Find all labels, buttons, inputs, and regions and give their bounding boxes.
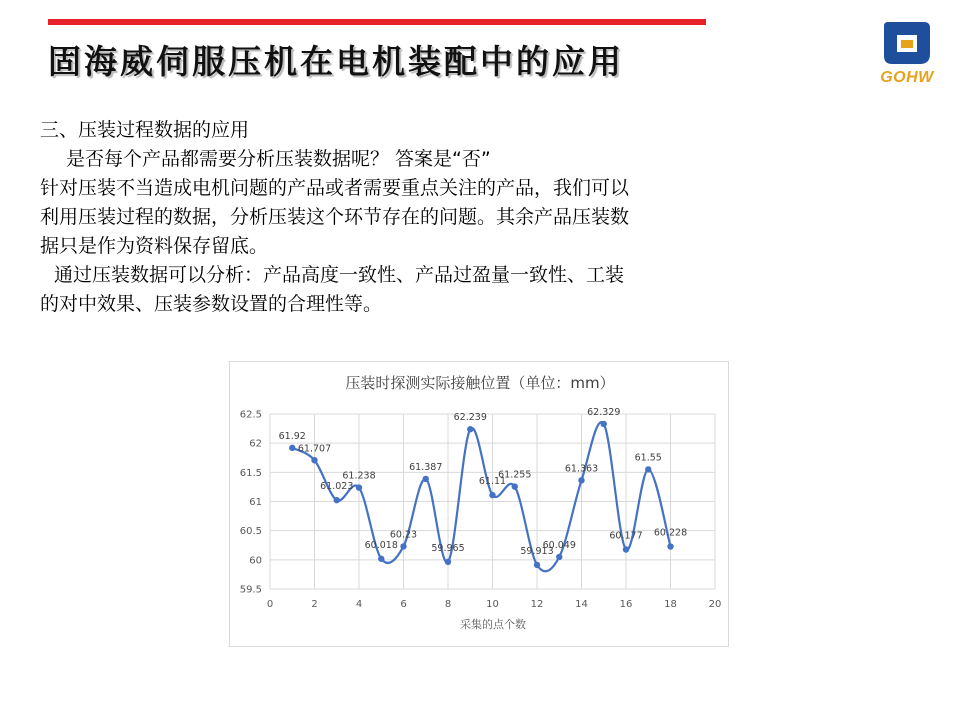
data-label: 60.228 (653, 527, 688, 539)
slide-title: 固海威伺服压机在电机装配中的应用 (48, 42, 624, 81)
x-tick-label: 16 (619, 599, 633, 610)
data-point (534, 562, 540, 568)
data-point (578, 477, 584, 483)
data-label: 62.329 (587, 406, 621, 418)
paragraph-line: 针对压装不当造成电机问题的产品或者需要重点关注的产品，我们可以 (40, 177, 630, 199)
section-heading: 三、压装过程数据的应用 (40, 119, 250, 141)
data-label: 59.965 (431, 542, 465, 554)
x-tick-label: 12 (530, 599, 544, 610)
x-tick-label: 14 (575, 599, 588, 610)
paragraph-line: 利用压装过程的数据，分析压装这个环节存在的问题。其余产品压装数 (40, 206, 630, 228)
y-tick-label: 61.5 (239, 467, 262, 479)
data-point (334, 497, 340, 503)
data-label: 61.11 (478, 476, 507, 488)
data-label: 61.55 (634, 452, 662, 464)
axis-labels (240, 410, 722, 611)
x-tick-label: 0 (266, 599, 274, 610)
data-point (645, 466, 651, 472)
logo-text: GOHW (880, 69, 934, 86)
data-point (601, 421, 607, 427)
x-tick-label: 4 (355, 599, 363, 610)
x-tick-label: 18 (664, 599, 677, 610)
x-tick-label: 20 (708, 599, 722, 610)
data-label: 62.239 (453, 412, 487, 424)
y-tick-label: 60 (249, 555, 262, 567)
data-label: 59.913 (520, 545, 554, 557)
data-label: 60.018 (364, 539, 398, 551)
data-label: 60.177 (609, 530, 643, 542)
paragraph-line: 据只是作为资料保存留底。 (40, 235, 269, 257)
data-point (489, 492, 495, 498)
chart-canvas (230, 362, 730, 648)
title-accent-bar (48, 19, 706, 25)
data-label: 61.238 (342, 470, 376, 482)
data-point (623, 546, 629, 552)
data-point (556, 554, 562, 560)
y-tick-label: 62.5 (239, 409, 262, 421)
line-chart (229, 361, 729, 647)
data-point (289, 445, 295, 451)
y-tick-label: 62 (249, 438, 262, 450)
data-label: 60.049 (542, 539, 576, 551)
y-tick-label: 61 (249, 497, 262, 508)
data-label: 61.255 (498, 469, 532, 481)
paragraph-line: 通过压装数据可以分析：产品高度一致性、产品过盈量一致性、工装 (54, 264, 625, 286)
x-tick-label: 10 (486, 599, 499, 610)
data-point (400, 543, 406, 549)
data-point (512, 483, 518, 489)
y-tick-label: 59.5 (239, 584, 262, 596)
x-tick-label: 6 (400, 599, 407, 610)
logo-mark-accent (901, 40, 913, 48)
data-label: 61.92 (278, 430, 306, 442)
paragraph-line: 的对中效果、压装参数设置的合理性等。 (40, 293, 383, 315)
data-label: 61.387 (409, 461, 443, 473)
data-point (423, 476, 429, 482)
data-label: 60.23 (389, 529, 418, 541)
data-point (667, 543, 673, 549)
chart-title: 压装时探测实际接触位置（单位：mm） (345, 374, 615, 392)
x-tick-label: 8 (444, 599, 452, 610)
body-text (40, 116, 800, 319)
question-line: 是否每个产品都需要分析压装数据呢？ 答案是“否” (66, 148, 491, 170)
data-point (311, 457, 317, 463)
data-label: 61.023 (320, 481, 354, 493)
data-point (467, 426, 473, 432)
y-tick-label: 60.5 (239, 526, 262, 538)
data-point (356, 484, 362, 490)
data-point (378, 556, 384, 562)
x-axis-title: 采集的点个数 (460, 618, 526, 631)
data-point (445, 559, 451, 565)
series-line (292, 422, 670, 571)
data-label: 61.707 (297, 443, 332, 455)
data-label: 61.363 (564, 463, 599, 475)
x-tick-label: 2 (311, 599, 318, 610)
